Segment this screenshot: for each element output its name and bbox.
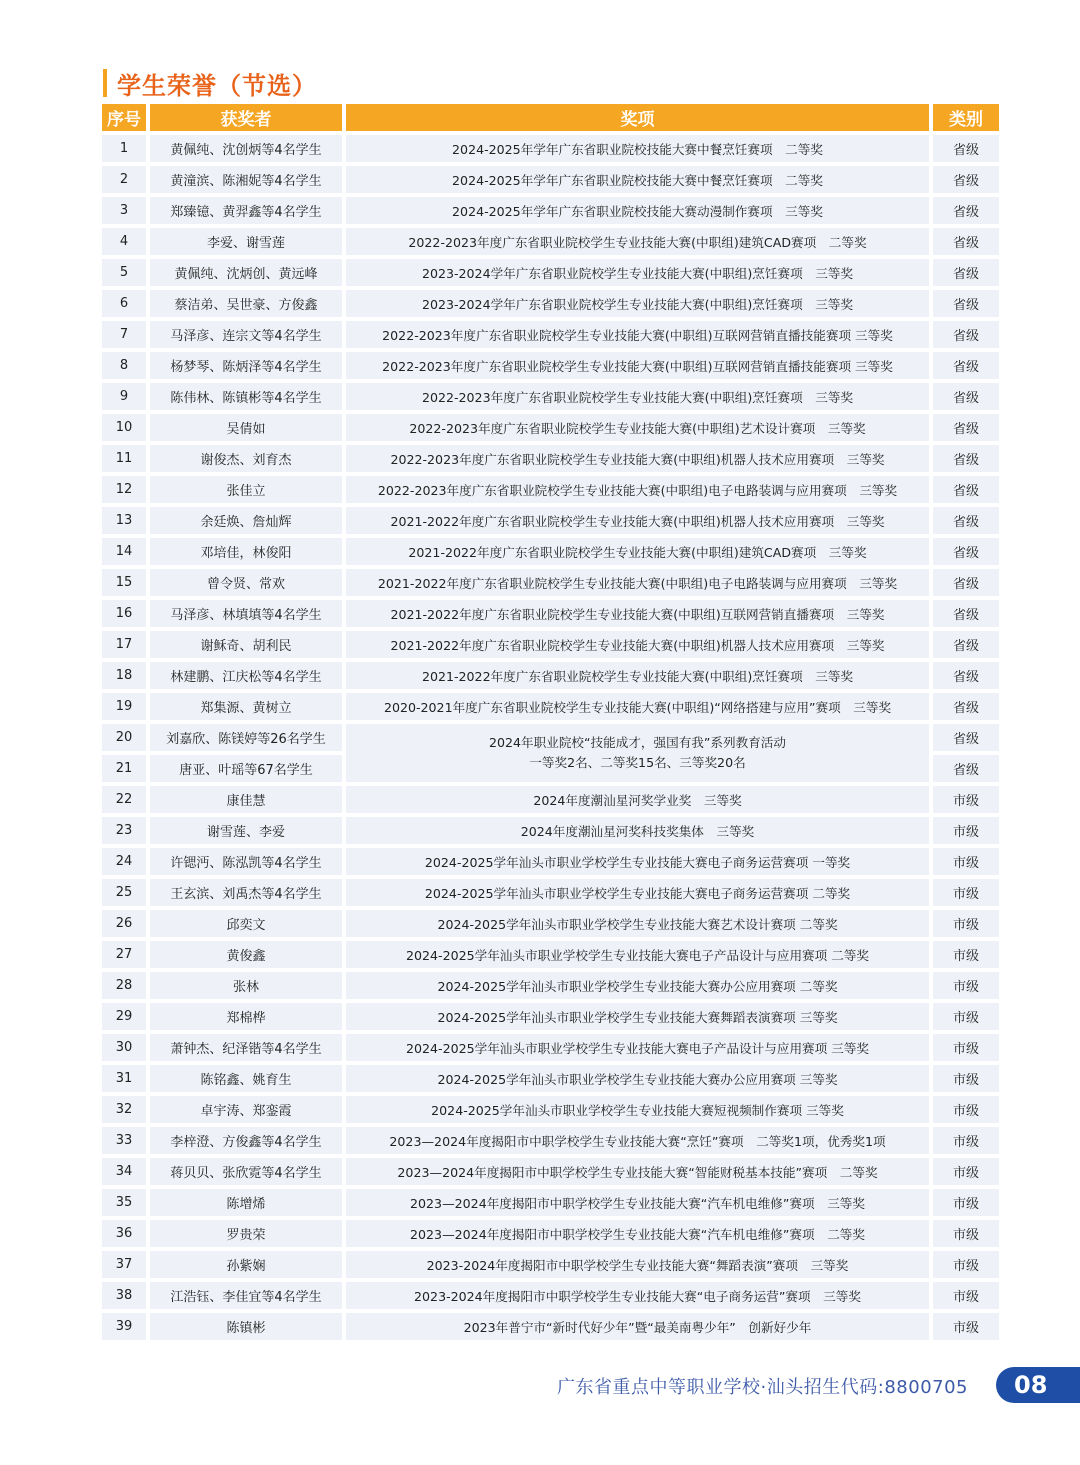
row-level: 省级 [933,290,999,317]
row-level: 市级 [933,786,999,813]
table-row [102,259,999,286]
row-number: 18 [102,662,146,689]
table-row [102,1220,999,1247]
row-winner: 邓培佳，林俊阳 [150,538,342,565]
row-award: 2023年普宁市“新时代好少年”暨“最美南粤少年” 创新好少年 [346,1313,929,1340]
row-level: 市级 [933,1096,999,1123]
row-award: 2021-2022年度广东省职业院校学生专业技能大赛(中职组)烹饪赛项 三等奖 [346,662,929,689]
row-level: 市级 [933,1158,999,1185]
row-winner: 陈镇彬 [150,1313,342,1340]
row-level: 省级 [933,414,999,441]
table-row [102,476,999,503]
row-number: 36 [102,1220,146,1247]
honors-table [98,100,1003,1344]
row-winner: 江浩钰、李佳宜等4名学生 [150,1282,342,1309]
page-number: 08 [996,1367,1080,1403]
row-number: 28 [102,972,146,999]
table-row [102,693,999,720]
row-winner: 黄佩纯、沈炳创、黄远峰 [150,259,342,286]
row-award: 2023—2024年度揭阳市中职学校学生专业技能大赛“汽车机电维修”赛项 三等奖 [346,1189,929,1216]
row-number: 17 [102,631,146,658]
row-award: 2022-2023年度广东省职业院校学生专业技能大赛(中职组)烹饪赛项 三等奖 [346,383,929,410]
row-winner: 谢雪莲、李爱 [150,817,342,844]
row-award: 2021-2022年度广东省职业院校学生专业技能大赛(中职组)机器人技术应用赛项 三等奖 [346,631,929,658]
row-award: 2022-2023年度广东省职业院校学生专业技能大赛(中职组)互联网营销直播技能赛项 三等奖 [346,352,929,379]
row-number: 25 [102,879,146,906]
row-level: 省级 [933,755,999,782]
table-row [102,166,999,193]
row-number: 7 [102,321,146,348]
row-level: 市级 [933,1220,999,1247]
row-number: 9 [102,383,146,410]
row-winner: 陈铭鑫、姚育生 [150,1065,342,1092]
row-number: 20 [102,724,146,751]
table-row [102,1158,999,1185]
row-winner: 罗贵荣 [150,1220,342,1247]
section-title [103,66,317,100]
row-level: 市级 [933,972,999,999]
table-row [102,1034,999,1061]
table-row [102,1251,999,1278]
row-number: 38 [102,1282,146,1309]
row-winner: 黄俊鑫 [150,941,342,968]
row-winner: 唐亚、叶瑶等67名学生 [150,755,342,782]
award-line-1: 2024年职业院校“技能成才，强国有我”系列教育活动 [489,735,786,750]
row-winner: 黄佩纯、沈创炳等4名学生 [150,135,342,162]
table-row [102,1189,999,1216]
row-winner: 马泽彦、林填填等4名学生 [150,600,342,627]
table-row [102,662,999,689]
row-winner: 谢稣奇、胡利民 [150,631,342,658]
row-level: 市级 [933,910,999,937]
row-award: 2024-2025学年汕头市职业学校学生专业技能大赛短视频制作赛项 三等奖 [346,1096,929,1123]
table-row [102,724,999,751]
header-winner: 获奖者 [150,104,342,131]
row-level: 省级 [933,538,999,565]
row-award: 2023-2024学年广东省职业院校学生专业技能大赛(中职组)烹饪赛项 三等奖 [346,259,929,286]
row-level: 省级 [933,507,999,534]
row-number: 24 [102,848,146,875]
row-number: 10 [102,414,146,441]
row-level: 市级 [933,1189,999,1216]
row-winner: 萧钟杰、纪泽锴等4名学生 [150,1034,342,1061]
table-row [102,817,999,844]
row-number: 19 [102,693,146,720]
table-row [102,786,999,813]
row-winner: 郑集源、黄树立 [150,693,342,720]
row-winner: 刘嘉欣、陈镁婷等26名学生 [150,724,342,751]
row-number: 31 [102,1065,146,1092]
row-number: 23 [102,817,146,844]
row-level: 省级 [933,197,999,224]
row-number: 6 [102,290,146,317]
row-winner: 康佳慧 [150,786,342,813]
row-level: 市级 [933,1127,999,1154]
row-award: 2022-2023年度广东省职业院校学生专业技能大赛(中职组)建筑CAD赛项 二等奖 [346,228,929,255]
row-winner: 李梓澄、方俊鑫等4名学生 [150,1127,342,1154]
row-number: 3 [102,197,146,224]
row-winner: 谢俊杰、刘育杰 [150,445,342,472]
table-row [102,1065,999,1092]
row-award: 2024-2025学年汕头市职业学校学生专业技能大赛艺术设计赛项 二等奖 [346,910,929,937]
table-row [102,1127,999,1154]
table-row [102,414,999,441]
row-winner: 吴倩如 [150,414,342,441]
row-award: 2024-2025学年汕头市职业学校学生专业技能大赛办公应用赛项 三等奖 [346,1065,929,1092]
section-title-text: 学生荣誉（节选） [117,71,317,100]
row-level: 省级 [933,135,999,162]
row-award: 2021-2022年度广东省职业院校学生专业技能大赛(中职组)互联网营销直播赛项 三等奖 [346,600,929,627]
row-winner: 邱奕文 [150,910,342,937]
table-row [102,383,999,410]
row-level: 市级 [933,817,999,844]
row-number: 2 [102,166,146,193]
row-award: 2023—2024年度揭阳市中职学校学生专业技能大赛“智能财税基本技能”赛项 二等奖 [346,1158,929,1185]
row-award: 2021-2022年度广东省职业院校学生专业技能大赛(中职组)建筑CAD赛项 三等奖 [346,538,929,565]
row-level: 省级 [933,321,999,348]
table-row [102,321,999,348]
row-award: 2024-2025学年汕头市职业学校学生专业技能大赛电子产品设计与应用赛项 二等奖 [346,941,929,968]
header-level: 类别 [933,104,999,131]
row-winner: 林建鹏、江庆松等4名学生 [150,662,342,689]
row-winner: 蔡洁弟、吴世豪、方俊鑫 [150,290,342,317]
row-award: 2022-2023年度广东省职业院校学生专业技能大赛(中职组)机器人技术应用赛项 三等奖 [346,445,929,472]
footer-school-info: 广东省重点中等职业学校·汕头招生代码:8800705 [557,1377,968,1398]
row-winner: 郑臻镱、黄羿鑫等4名学生 [150,197,342,224]
table-row [102,600,999,627]
row-award: 2024年度潮汕星河奖科技奖集体 三等奖 [346,817,929,844]
row-level: 市级 [933,1313,999,1340]
row-level: 市级 [933,1034,999,1061]
row-number: 33 [102,1127,146,1154]
row-level: 省级 [933,569,999,596]
row-winner: 曾令贤、常欢 [150,569,342,596]
row-number: 27 [102,941,146,968]
row-award: 2023—2024年度揭阳市中职学校学生专业技能大赛“汽车机电维修”赛项 二等奖 [346,1220,929,1247]
row-winner: 马泽彦、连宗文等4名学生 [150,321,342,348]
row-award: 2024-2025年学年广东省职业院校技能大赛中餐烹饪赛项 二等奖 [346,135,929,162]
row-winner: 杨梦琴、陈炳泽等4名学生 [150,352,342,379]
row-level: 省级 [933,352,999,379]
row-level: 省级 [933,662,999,689]
row-award: 2023-2024年度揭阳市中职学校学生专业技能大赛“舞蹈表演”赛项 三等奖 [346,1251,929,1278]
header-no: 序号 [102,104,146,131]
row-number: 21 [102,755,146,782]
row-winner: 卓宇涛、郑銮霞 [150,1096,342,1123]
row-winner: 王玄滨、刘禹杰等4名学生 [150,879,342,906]
row-winner: 郑棉桦 [150,1003,342,1030]
row-award: 2023—2024年度揭阳市中职学校学生专业技能大赛“烹饪”赛项 二等奖1项，优秀奖1项 [346,1127,929,1154]
row-award: 2023-2024年度揭阳市中职学校学生专业技能大赛“电子商务运营”赛项 三等奖 [346,1282,929,1309]
row-award: 2023-2024学年广东省职业院校学生专业技能大赛(中职组)烹饪赛项 三等奖 [346,290,929,317]
row-winner: 张林 [150,972,342,999]
table-row [102,445,999,472]
row-award: 2024-2025学年汕头市职业学校学生专业技能大赛电子产品设计与应用赛项 三等奖 [346,1034,929,1061]
row-winner: 陈增烯 [150,1189,342,1216]
row-number: 37 [102,1251,146,1278]
row-number: 11 [102,445,146,472]
row-number: 8 [102,352,146,379]
row-award [346,724,929,782]
row-number: 39 [102,1313,146,1340]
table-row [102,848,999,875]
row-level: 省级 [933,383,999,410]
row-winner: 蒋贝贝、张欣霓等4名学生 [150,1158,342,1185]
row-award: 2022-2023年度广东省职业院校学生专业技能大赛(中职组)互联网营销直播技能赛项 三等奖 [346,321,929,348]
row-level: 市级 [933,1065,999,1092]
header-award: 奖项 [346,104,929,131]
row-number: 16 [102,600,146,627]
row-level: 省级 [933,631,999,658]
row-winner: 张佳立 [150,476,342,503]
row-award: 2020-2021年度广东省职业院校学生专业技能大赛(中职组)“网络搭建与应用”赛项 三等奖 [346,693,929,720]
table-row [102,1313,999,1340]
table-row [102,135,999,162]
row-winner: 李爱、谢雪莲 [150,228,342,255]
table-row [102,631,999,658]
row-level: 市级 [933,1003,999,1030]
table-row [102,538,999,565]
row-award: 2024-2025学年汕头市职业学校学生专业技能大赛舞蹈表演赛项 三等奖 [346,1003,929,1030]
table-row [102,228,999,255]
row-number: 32 [102,1096,146,1123]
row-winner: 孙紫娴 [150,1251,342,1278]
row-number: 13 [102,507,146,534]
row-award: 2021-2022年度广东省职业院校学生专业技能大赛(中职组)电子电路装调与应用赛项 三等奖 [346,569,929,596]
row-level: 省级 [933,166,999,193]
row-award: 2024-2025学年汕头市职业学校学生专业技能大赛电子商务运营赛项 二等奖 [346,879,929,906]
table-row [102,879,999,906]
table-row [102,941,999,968]
row-award: 2024-2025年学年广东省职业院校技能大赛动漫制作赛项 三等奖 [346,197,929,224]
row-winner: 许锶沔、陈泓凯等4名学生 [150,848,342,875]
row-number: 30 [102,1034,146,1061]
table-row [102,197,999,224]
row-number: 4 [102,228,146,255]
row-level: 省级 [933,259,999,286]
award-line-2: 一等奖2名、二等奖15名、三等奖20名 [529,755,746,770]
table-row [102,910,999,937]
row-award: 2024-2025学年汕头市职业学校学生专业技能大赛电子商务运营赛项 一等奖 [346,848,929,875]
row-level: 省级 [933,476,999,503]
table-row [102,569,999,596]
row-number: 14 [102,538,146,565]
row-award: 2024-2025学年汕头市职业学校学生专业技能大赛办公应用赛项 二等奖 [346,972,929,999]
row-number: 35 [102,1189,146,1216]
row-number: 26 [102,910,146,937]
row-number: 1 [102,135,146,162]
row-award: 2022-2023年度广东省职业院校学生专业技能大赛(中职组)电子电路装调与应用赛项 三等奖 [346,476,929,503]
table-header-row [102,104,999,131]
table-row [102,352,999,379]
row-winner: 余廷焕、詹灿辉 [150,507,342,534]
row-number: 22 [102,786,146,813]
row-number: 15 [102,569,146,596]
row-level: 市级 [933,879,999,906]
row-number: 29 [102,1003,146,1030]
row-winner: 陈伟林、陈镇彬等4名学生 [150,383,342,410]
row-number: 5 [102,259,146,286]
table-row [102,1003,999,1030]
row-level: 市级 [933,1282,999,1309]
row-level: 市级 [933,1251,999,1278]
table-row [102,1282,999,1309]
table-row [102,507,999,534]
table-row [102,290,999,317]
row-level: 市级 [933,848,999,875]
row-award: 2022-2023年度广东省职业院校学生专业技能大赛(中职组)艺术设计赛项 三等奖 [346,414,929,441]
row-number: 12 [102,476,146,503]
row-level: 省级 [933,600,999,627]
title-accent-bar [103,69,107,97]
row-level: 省级 [933,445,999,472]
row-level: 省级 [933,724,999,751]
row-award: 2024年度潮汕星河奖学业奖 三等奖 [346,786,929,813]
table-row [102,1096,999,1123]
row-level: 省级 [933,228,999,255]
row-award: 2024-2025年学年广东省职业院校技能大赛中餐烹饪赛项 二等奖 [346,166,929,193]
table-row [102,972,999,999]
row-number: 34 [102,1158,146,1185]
row-level: 省级 [933,693,999,720]
row-winner: 黄潼滨、陈湘妮等4名学生 [150,166,342,193]
row-level: 市级 [933,941,999,968]
row-award: 2021-2022年度广东省职业院校学生专业技能大赛(中职组)机器人技术应用赛项 三等奖 [346,507,929,534]
